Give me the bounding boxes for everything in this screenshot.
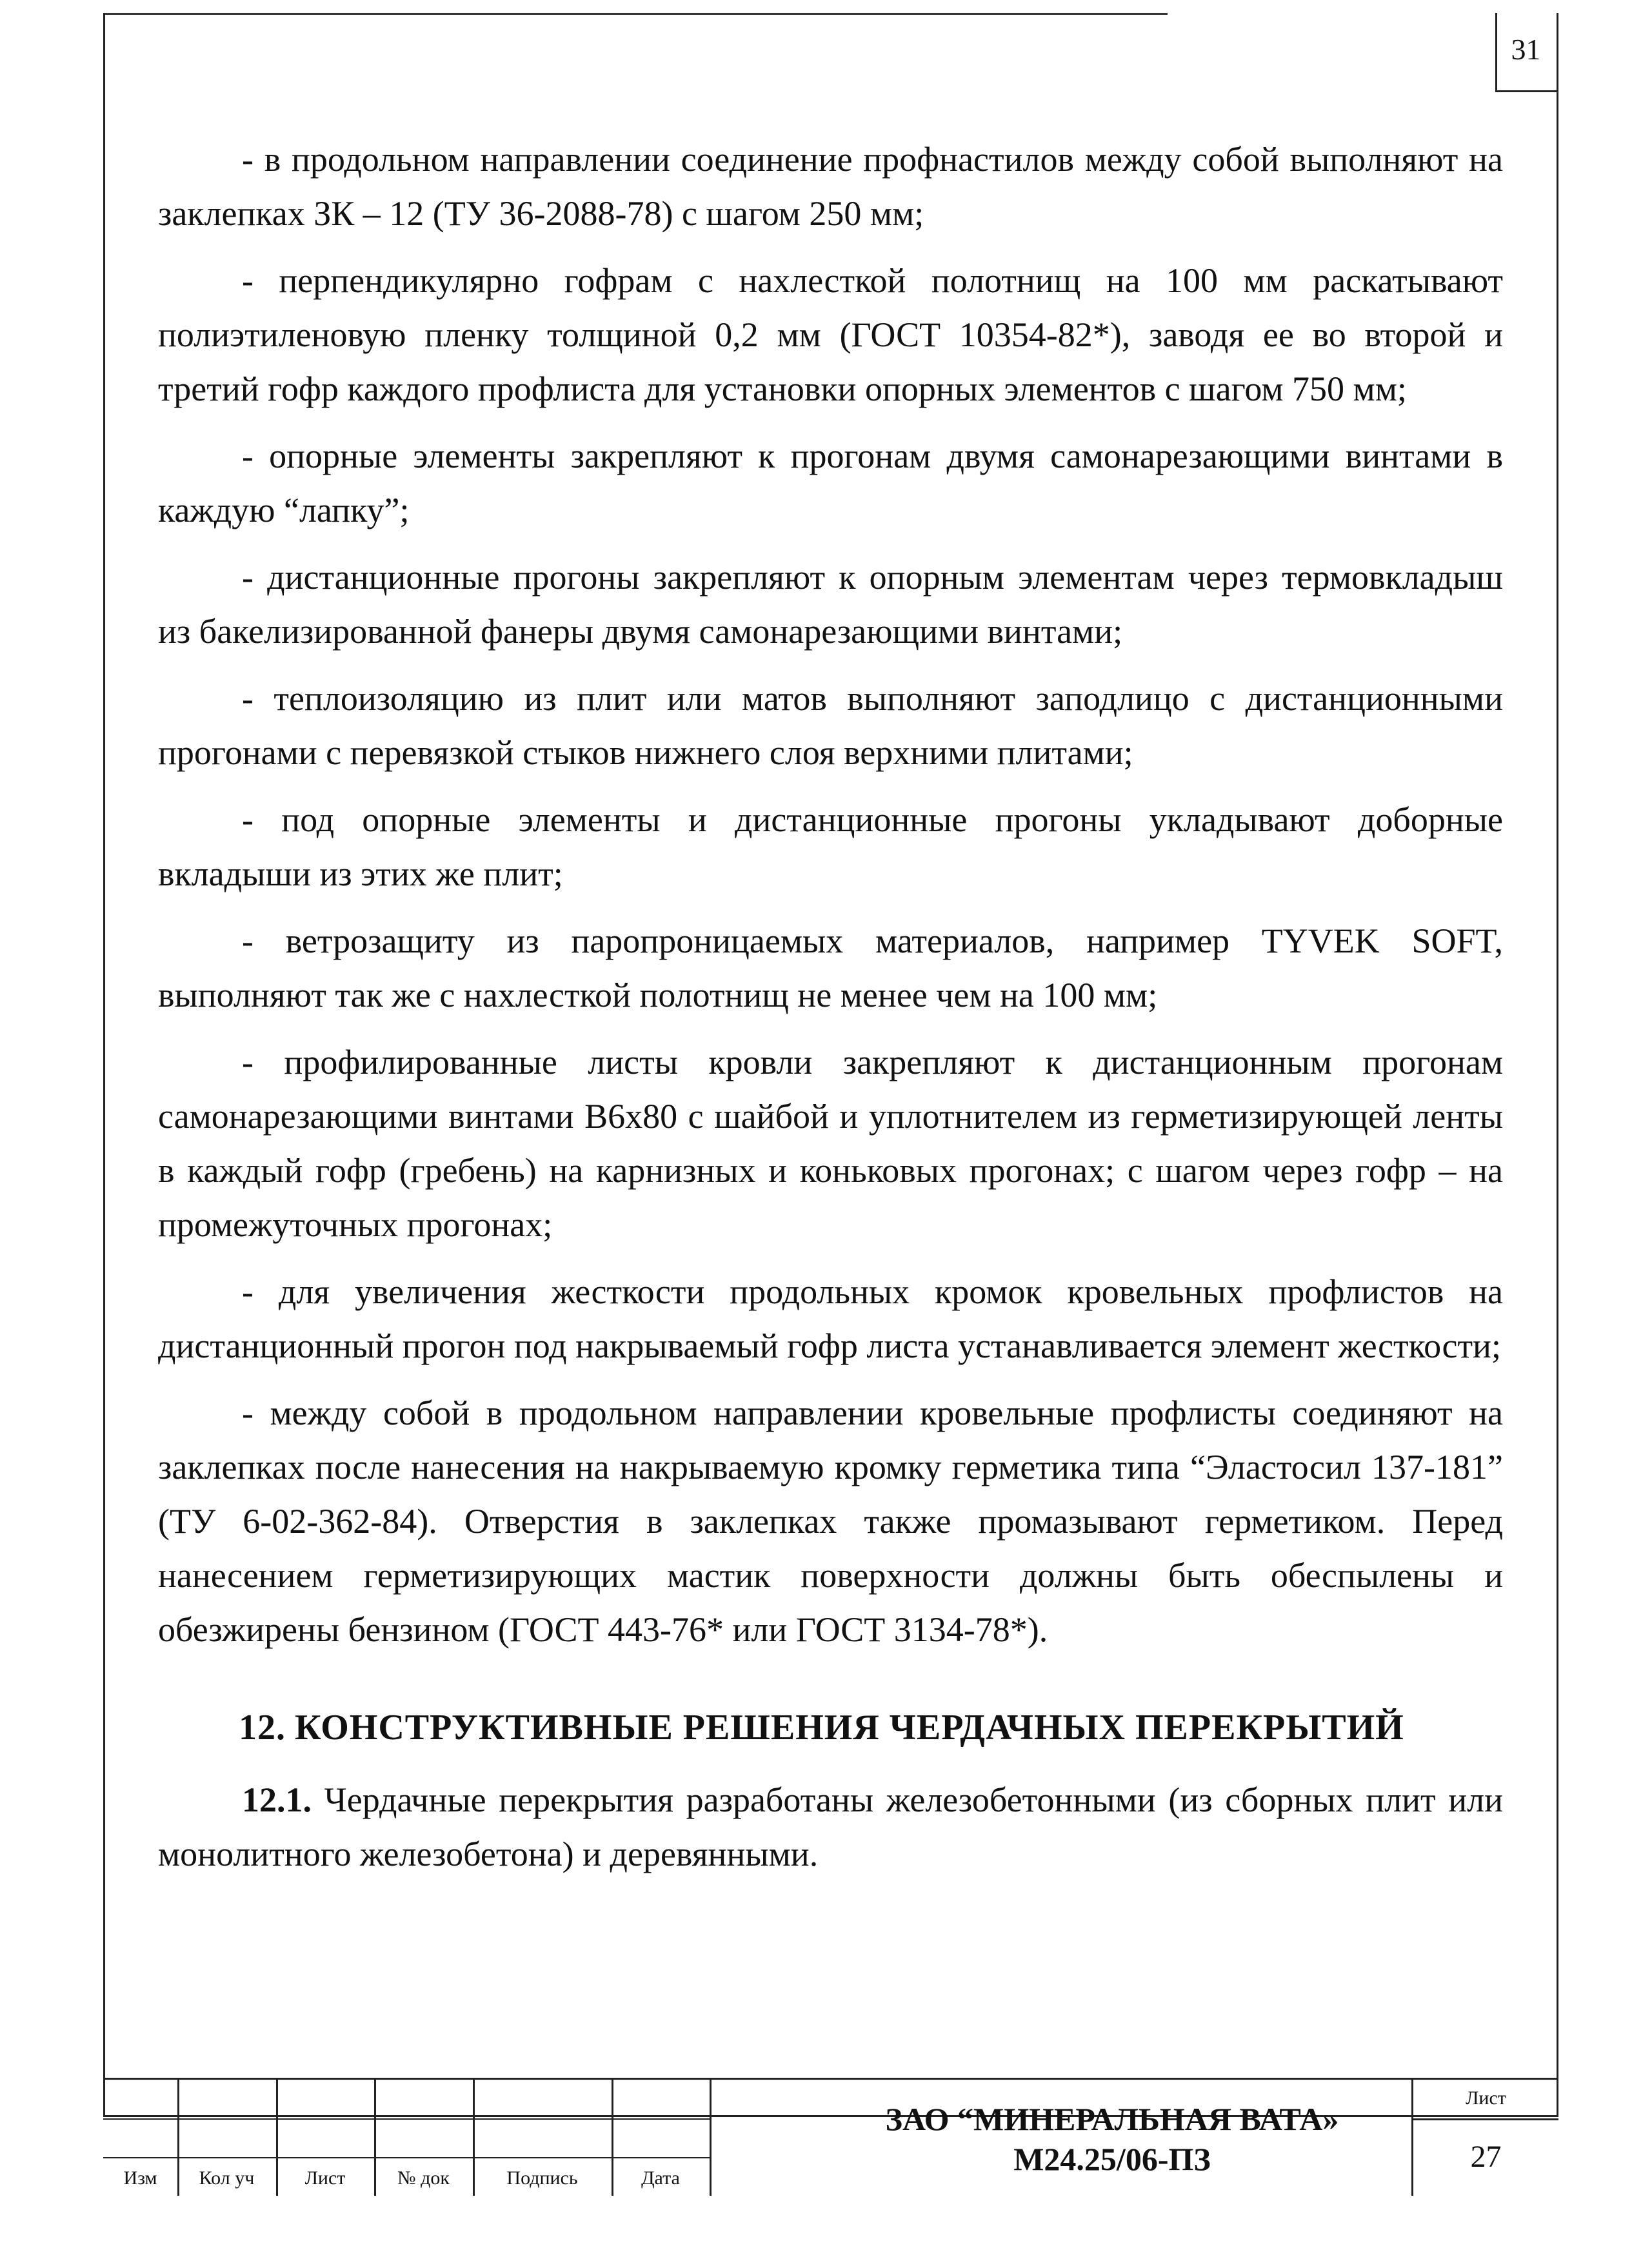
paragraph: - ветрозащиту из паропроницаемых материалов, например TYVEK SOFT, выполняют так же с нахлесткой полотнищ не менее чем на 100 мм; — [158, 922, 1503, 1014]
column-header-izm: Изм — [123, 2167, 157, 2189]
section-title: КОНСТРУКТИВНЫЕ РЕШЕНИЯ ЧЕРДАЧНЫХ ПЕРЕКРЫТИЙ — [295, 1708, 1404, 1748]
section-number: 12. — [239, 1708, 286, 1748]
paragraph: - дистанционные прогоны закрепляют к опорным элементам через термовкладыш из бакелизированной фанеры двумя самонарезающими винтами; — [158, 558, 1503, 651]
subsection-number: 12.1. — [242, 1780, 312, 1819]
subsection-paragraph — [158, 1773, 1503, 1881]
column-header-kol-uch: Кол уч — [199, 2167, 255, 2189]
sheet-label: Лист — [1466, 2087, 1506, 2109]
subsection-text: Чердачные перекрытия разработаны железобетонными (из сборных плит или монолитного железобетона) и деревянными. — [158, 1780, 1503, 1873]
column-header-list: Лист — [304, 2167, 346, 2189]
paragraph: - теплоизоляцию из плит или матов выполняют заподлицо с дистанционными прогонами с перевязкой стыков нижнего слоя верхними плитами; — [158, 679, 1503, 772]
title-block-heading — [710, 2099, 1515, 2179]
section-heading — [158, 1701, 1503, 1755]
paragraph: - опорные элементы закрепляют к прогонам двумя самонарезающими винтами в каждую “лапку”; — [158, 437, 1503, 529]
paragraph: - под опорные элементы и дистанционные прогоны укладывают доборные вкладыши из этих же плит; — [158, 800, 1503, 893]
sheet-divider — [1413, 2118, 1558, 2120]
sheet-number: 27 — [1470, 2140, 1502, 2174]
document-body — [158, 132, 1503, 1894]
sheet-number-cell — [1411, 2080, 1558, 2196]
table-row-divider — [103, 2118, 710, 2120]
document-code: М24.25/06-ПЗ — [1013, 2141, 1211, 2177]
paragraph: - профилированные листы кровли закрепляют к дистанционным прогонам самонарезающими винтами В6х80 с шайбой и уплотнителем из герметизирующей ленты в каждый гофр (гребень) на карнизных и коньковых прогонах; с шагом через гофр – на промежуточных прогонах; — [158, 1043, 1503, 1244]
outer-page-number: 31 — [1511, 33, 1541, 66]
paragraph: - перпендикулярно гофрам с нахлесткой полотнищ на 100 мм раскатывают полиэтиленовую пленку толщиной 0,2 мм (ГОСТ 10354-82*), заводя ее во второй и третий гофр каждого профлиста для установки опорных элементов с шагом 750 мм; — [158, 261, 1503, 408]
title-block — [103, 2078, 1557, 2196]
paragraph: - в продольном направлении соединение профнастилов между собой выполняют на заклепках ЗК – 12 (ТУ 36-2088-78) с шагом 250 мм; — [158, 140, 1503, 233]
revision-table — [103, 2080, 710, 2196]
paragraph: - для увеличения жесткости продольных кромок кровельных профлистов на дистанционный прогон под накрываемый гофр листа устанавливается элемент жесткости; — [158, 1272, 1503, 1365]
column-header-doc-num: № док — [397, 2167, 450, 2189]
paragraph: - между собой в продольном направлении кровельные профлисты соединяют на заклепках после нанесения на накрываемую кромку герметика типа “Эластосил 137-181” (ТУ 6-02-362-84). Отверстия в заклепках также промазывают герметиком. Перед нанесением герметизирующих мастик поверхности должны быть обеспылены и обезжирены бензином (ГОСТ 443-76* или ГОСТ 3134-78*). — [158, 1394, 1503, 1649]
table-row-divider — [103, 2157, 710, 2158]
company-name: ЗАО “МИНЕРАЛЬНАЯ ВАТА» — [885, 2101, 1339, 2137]
column-header-signature: Подпись — [506, 2167, 578, 2189]
column-header-date: Дата — [641, 2167, 680, 2189]
